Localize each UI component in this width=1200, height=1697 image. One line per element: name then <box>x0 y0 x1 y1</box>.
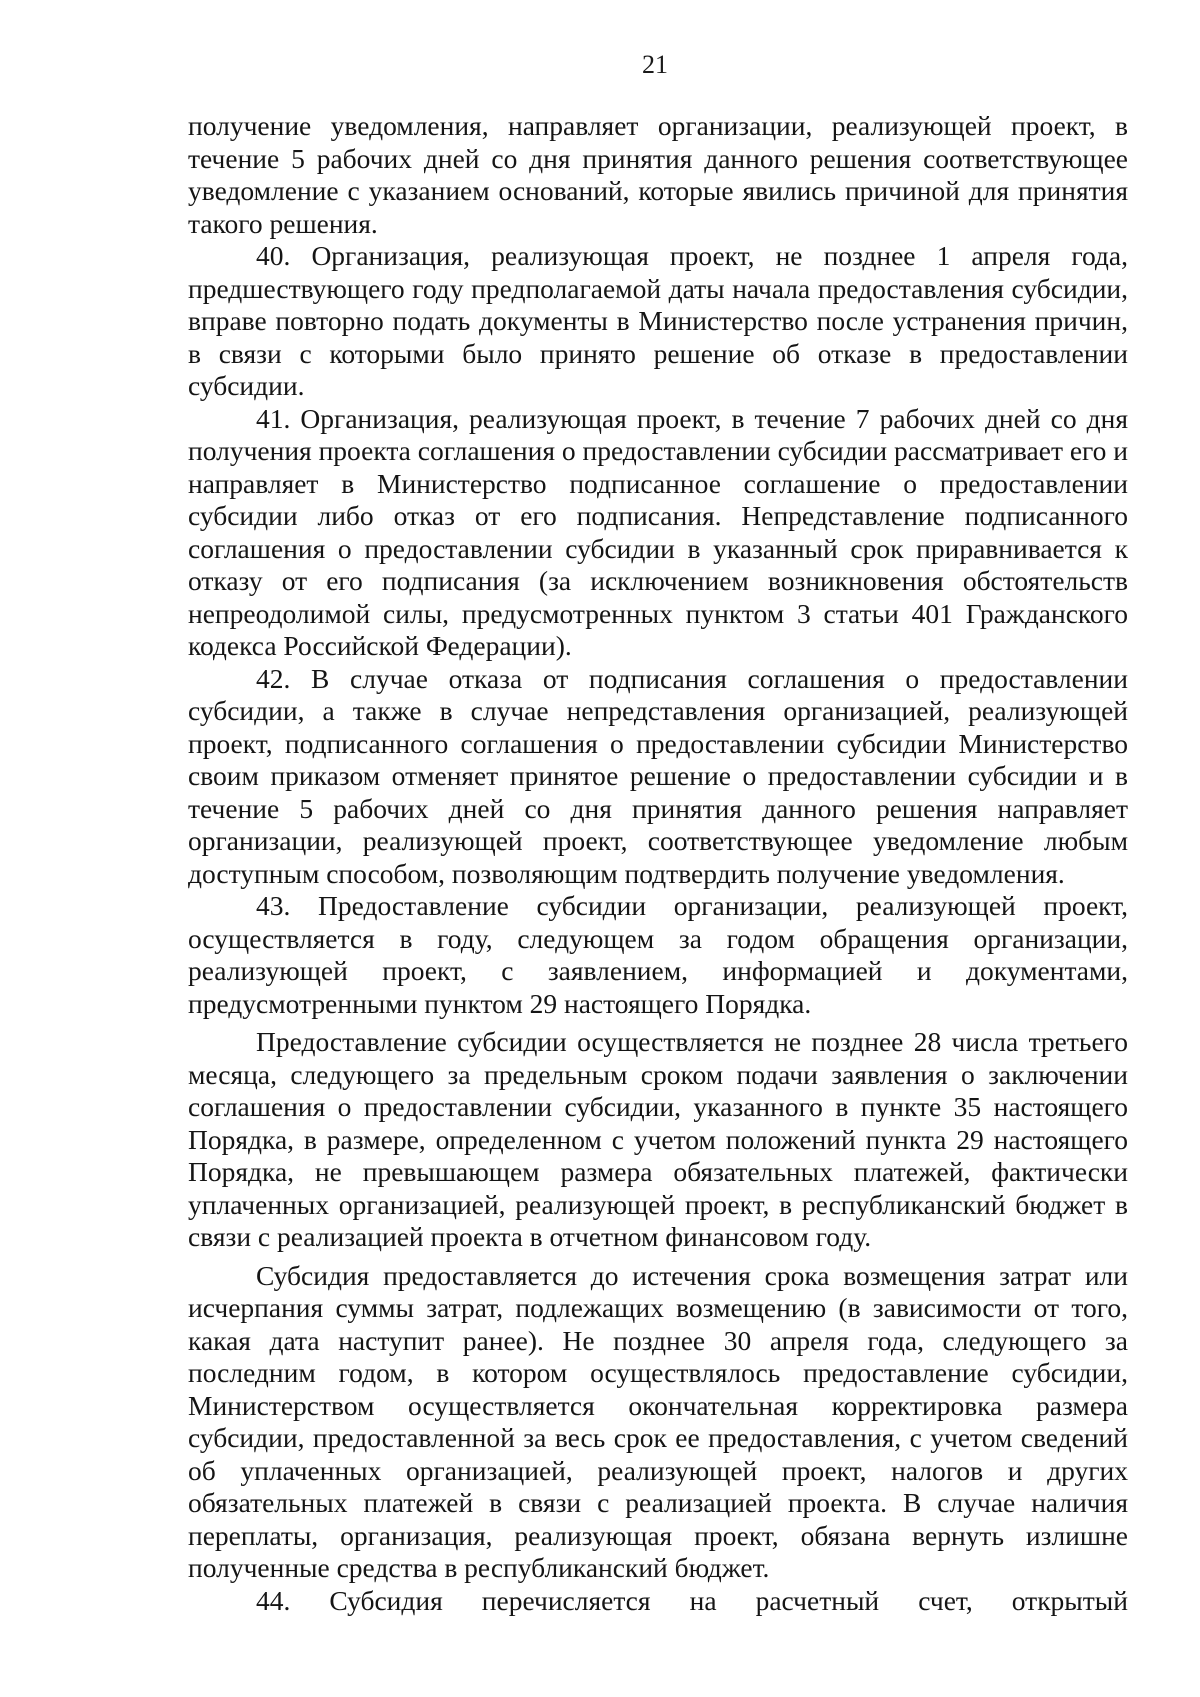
paragraph-43: 43. Предоставление субсидии организации, реализующей проект, осуществляется в году, следующем за годом обращения организации, реализующей проект, с заявлением, информацией и документами, предусмотренными пунктом 29 настоящего Порядка. <box>188 890 1128 1019</box>
paragraph-39-continuation: получение уведомления, направляет организации, реализующей проект, в течение 5 рабочих дней со дня принятия данного решения соответствующее уведомление с указанием оснований, которые явились причиной для принятия такого решения. <box>188 110 1128 239</box>
paragraph-41: 41. Организация, реализующая проект, в течение 7 рабочих дней со дня получения проекта соглашения о предоставлении субсидии рассматривает его и направляет в Министерство подписанное соглашение о предоставлении субсидии либо отказ от его подписания. Непредставление подписанного соглашения о предоставлении субсидии в указанный срок приравнивается к отказу от его подписания (за исключением возникновения обстоятельств непреодолимой силы, предусмотренных пунктом 3 статьи 401 Гражданского кодекса Российской Федерации). <box>188 402 1128 661</box>
page-number: 21 <box>642 50 668 79</box>
paragraph-43-subsidy-correction: Субсидия предоставляется до истечения срока возмещения затрат или исчерпания суммы затрат, подлежащих возмещению (в зависимости от того, какая дата наступит ранее). Не позднее 30 апреля года, следующего за последним годом, в котором осуществлялось предоставление субсидии, Министерством осуществляется окончательная корректировка размера субсидии, предоставленной за весь срок ее предоставления, с учетом сведений об уплаченных организацией, реализующей проект, налогов и других обязательных платежей в связи с реализацией проекта. В случае наличия переплаты, организация, реализующая проект, обязана вернуть излишне полученные средства в республиканский бюджет. <box>188 1259 1128 1583</box>
paragraph-44: 44. Субсидия перечисляется на расчетный счет, открытый <box>256 1584 1128 1616</box>
paragraph-42: 42. В случае отказа от подписания соглашения о предоставлении субсидии, а также в случае непредставления организацией, реализующей проект, подписанного соглашения о предоставлении субсидии Министерство своим приказом отменяет принятое решение о предоставлении субсидии и в течение 5 рабочих дней со дня принятия данного решения направляет организации, реализующей проект, соответствующее уведомление любым доступным способом, позволяющим подтвердить получение уведомления. <box>188 662 1128 889</box>
document-body <box>188 110 1128 1617</box>
paragraph-43-payment-terms: Предоставление субсидии осуществляется не позднее 28 числа третьего месяца, следующего за предельным сроком подачи заявления о заключении соглашения о предоставлении субсидии, указанного в пункте 35 настоящего Порядка, в размере, определенном с учетом положений пункта 29 настоящего Порядка, не превышающем размера обязательных платежей, фактически уплаченных организацией, реализующей проект, в республиканский бюджет в связи с реализацией проекта в отчетном финансовом году. <box>188 1026 1128 1252</box>
paragraph-40: 40. Организация, реализующая проект, не позднее 1 апреля года, предшествующего году предполагаемой даты начала предоставления субсидии, вправе повторно подать документы в Министерство после устранения причин, в связи с которыми было принято решение об отказе в предоставлении субсидии. <box>188 240 1128 401</box>
